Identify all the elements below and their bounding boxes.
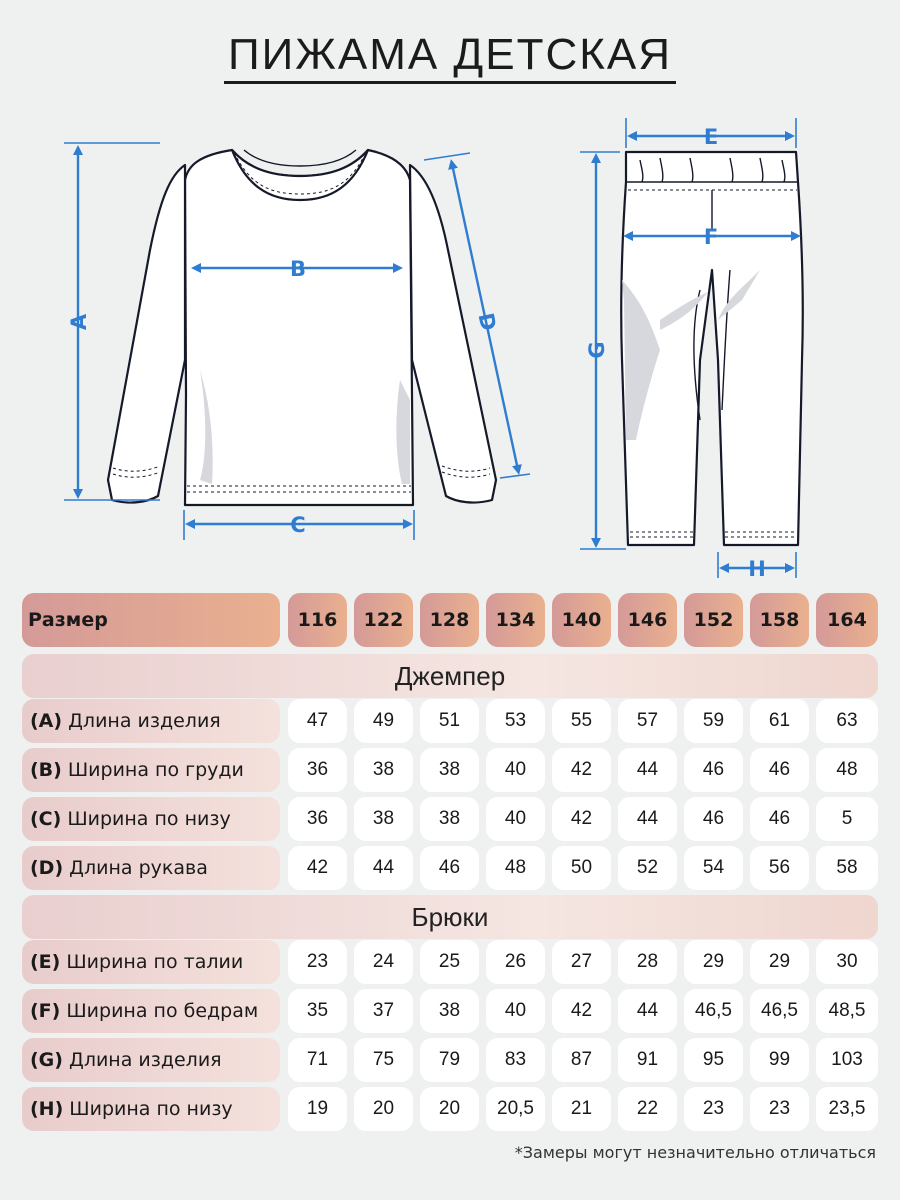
value-cell: 23 (288, 940, 347, 984)
value-cell: 75 (354, 1038, 413, 1082)
value-cell: 46 (684, 797, 743, 841)
value-cell: 27 (552, 940, 611, 984)
value-cell: 50 (552, 846, 611, 890)
value-cell: 5 (816, 797, 878, 841)
value-cell: 20 (354, 1087, 413, 1131)
size-header-cell: 116 (288, 593, 347, 647)
row-label (22, 1087, 280, 1131)
value-cell: 79 (420, 1038, 479, 1082)
value-cell: 44 (618, 989, 677, 1033)
value-cell: 46,5 (684, 989, 743, 1033)
value-cell: 42 (552, 748, 611, 792)
section-header: Брюки (22, 895, 878, 939)
row-label-text: Длина рукава (69, 857, 208, 879)
row-label-text: Длина изделия (68, 1049, 222, 1071)
size-header-cell: 158 (750, 593, 809, 647)
value-cell: 28 (618, 940, 677, 984)
value-cell: 36 (288, 748, 347, 792)
value-cell: 48 (816, 748, 878, 792)
value-cell: 61 (750, 699, 809, 743)
value-cell: 91 (618, 1038, 677, 1082)
value-cell: 46 (420, 846, 479, 890)
value-cell: 40 (486, 989, 545, 1033)
dim-label-h: H (748, 557, 766, 581)
row-label (22, 699, 280, 743)
row-code: (D) (30, 857, 64, 879)
row-label-text: Ширина по низу (69, 1098, 233, 1120)
row-code: (F) (30, 1000, 61, 1022)
value-cell: 22 (618, 1087, 677, 1131)
value-cell: 38 (420, 748, 479, 792)
value-cell: 44 (618, 797, 677, 841)
size-header-cell: 140 (552, 593, 611, 647)
value-cell: 103 (816, 1038, 878, 1082)
size-header-cell: 152 (684, 593, 743, 647)
row-label-text: Длина изделия (68, 710, 221, 732)
value-cell: 99 (750, 1038, 809, 1082)
value-cell: 44 (354, 846, 413, 890)
row-label-text: Ширина по талии (66, 951, 244, 973)
size-header-cell: 134 (486, 593, 545, 647)
garment-diagram (0, 0, 900, 590)
value-cell: 20,5 (486, 1087, 545, 1131)
value-cell: 46 (750, 748, 809, 792)
row-code: (A) (30, 710, 63, 732)
value-cell: 38 (420, 797, 479, 841)
value-cell: 58 (816, 846, 878, 890)
row-label (22, 748, 280, 792)
value-cell: 35 (288, 989, 347, 1033)
value-cell: 49 (354, 699, 413, 743)
value-cell: 36 (288, 797, 347, 841)
dim-label-g: G (585, 341, 609, 359)
value-cell: 59 (684, 699, 743, 743)
value-cell: 42 (552, 797, 611, 841)
row-label-text: Ширина по груди (67, 759, 244, 781)
value-cell: 24 (354, 940, 413, 984)
value-cell: 56 (750, 846, 809, 890)
value-cell: 25 (420, 940, 479, 984)
value-cell: 38 (354, 797, 413, 841)
value-cell: 23,5 (816, 1087, 878, 1131)
size-header-cell: 128 (420, 593, 479, 647)
value-cell: 23 (684, 1087, 743, 1131)
dim-label-e: E (703, 125, 719, 149)
value-cell: 38 (354, 748, 413, 792)
row-code: (B) (30, 759, 62, 781)
value-cell: 46,5 (750, 989, 809, 1033)
value-cell: 95 (684, 1038, 743, 1082)
value-cell: 19 (288, 1087, 347, 1131)
value-cell: 23 (750, 1087, 809, 1131)
row-label (22, 846, 280, 890)
value-cell: 46 (684, 748, 743, 792)
section-header: Джемпер (22, 654, 878, 698)
row-label-text: Ширина по бедрам (66, 1000, 259, 1022)
value-cell: 37 (354, 989, 413, 1033)
value-cell: 55 (552, 699, 611, 743)
value-cell: 42 (552, 989, 611, 1033)
value-cell: 87 (552, 1038, 611, 1082)
value-cell: 63 (816, 699, 878, 743)
value-cell: 48 (486, 846, 545, 890)
dim-label-a: A (67, 313, 91, 331)
value-cell: 29 (750, 940, 809, 984)
value-cell: 71 (288, 1038, 347, 1082)
row-label (22, 989, 280, 1033)
value-cell: 53 (486, 699, 545, 743)
value-cell: 52 (618, 846, 677, 890)
value-cell: 54 (684, 846, 743, 890)
value-cell: 46 (750, 797, 809, 841)
row-label-text: Ширина по низу (67, 808, 231, 830)
measurement-note: *Замеры могут незначительно отличаться (514, 1143, 876, 1162)
dim-label-f: F (703, 225, 719, 249)
value-cell: 47 (288, 699, 347, 743)
size-header-cell: 122 (354, 593, 413, 647)
value-cell: 83 (486, 1038, 545, 1082)
pants-illustration (621, 152, 803, 545)
value-cell: 26 (486, 940, 545, 984)
value-cell: 21 (552, 1087, 611, 1131)
dim-label-c: C (290, 513, 306, 537)
row-code: (E) (30, 951, 61, 973)
row-code: (C) (30, 808, 62, 830)
dim-label-b: B (289, 257, 307, 281)
jumper-illustration (108, 150, 496, 505)
dim-label-d: D (473, 310, 501, 333)
value-cell: 57 (618, 699, 677, 743)
row-code: (G) (30, 1049, 63, 1071)
size-header-cell: 164 (816, 593, 878, 647)
row-label (22, 1038, 280, 1082)
value-cell: 40 (486, 797, 545, 841)
value-cell: 20 (420, 1087, 479, 1131)
value-cell: 38 (420, 989, 479, 1033)
row-label (22, 797, 280, 841)
page-title: ПИЖАМА ДЕТСКАЯ (0, 30, 900, 80)
value-cell: 51 (420, 699, 479, 743)
value-cell: 48,5 (816, 989, 878, 1033)
size-header-label: Размер (22, 593, 280, 647)
value-cell: 30 (816, 940, 878, 984)
value-cell: 29 (684, 940, 743, 984)
row-label (22, 940, 280, 984)
value-cell: 40 (486, 748, 545, 792)
row-code: (H) (30, 1098, 64, 1120)
size-header-cell: 146 (618, 593, 677, 647)
value-cell: 42 (288, 846, 347, 890)
value-cell: 44 (618, 748, 677, 792)
